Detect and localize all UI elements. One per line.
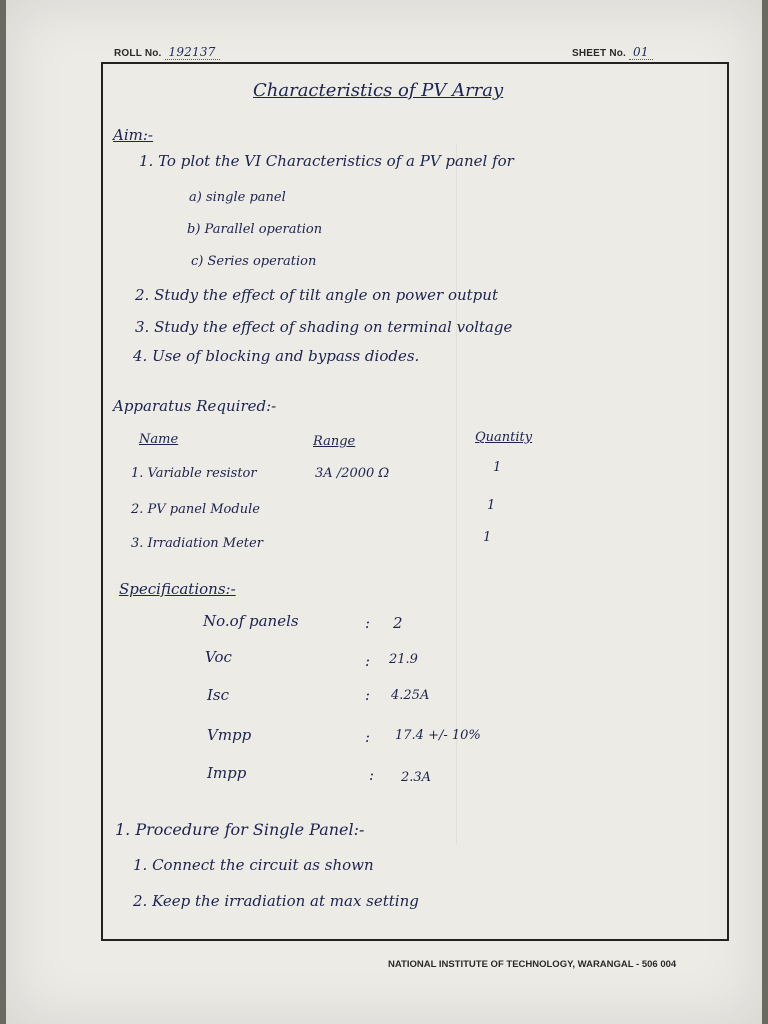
specifications-heading: Specifications:- [119,580,236,598]
spec-value: 2.3A [401,770,432,785]
spec-colon: : [365,614,371,632]
roll-label: ROLL No. [114,48,162,59]
sheet-value: 01 [629,45,653,60]
spec-label: Voc [205,648,232,666]
apparatus-qty: 1 [483,530,492,545]
apparatus-name: 2. PV panel Module [131,502,260,517]
aim-item: a) single panel [189,190,286,205]
procedure-step: 2. Keep the irradiation at max setting [133,892,419,910]
bleed-through [456,144,697,844]
page-title: Characteristics of PV Array [253,80,504,101]
apparatus-heading: Apparatus Required:- [113,397,277,415]
roll-value: 192137 [165,45,220,60]
roll-number [114,45,220,59]
aim-item: 3. Study the effect of shading on terminal voltage [135,318,513,336]
aim-heading: Aim:- [113,126,153,144]
aim-item: 1. To plot the VI Characteristics of a PV panel for [139,152,514,170]
spec-label: Impp [207,764,247,782]
aim-item: c) Series operation [191,254,317,269]
spec-label: No.of panels [203,612,299,630]
spec-value: 21.9 [389,652,418,667]
spec-value: 17.4 +/- 10% [395,728,481,743]
spec-colon: : [365,652,371,670]
aim-item: 4. Use of blocking and bypass diodes. [133,347,420,365]
sheet-label: SHEET No. [572,48,627,59]
spec-value: 4.25A [391,688,430,703]
aim-item: b) Parallel operation [187,222,323,237]
apparatus-qty: 1 [493,460,502,475]
notebook-sheet [6,0,762,1024]
page-frame [101,62,729,941]
apparatus-name: 1. Variable resistor [131,466,257,481]
aim-item: 2. Study the effect of tilt angle on power output [135,286,498,304]
col-range: Range [313,434,356,449]
apparatus-name: 3. Irradiation Meter [131,536,263,551]
spec-value: 2 [393,614,403,632]
spec-colon: : [369,766,375,784]
sheet-number [572,45,653,59]
apparatus-qty: 1 [487,498,496,513]
col-name: Name [139,432,179,447]
spec-label: Isc [207,686,230,704]
spec-colon: : [365,728,371,746]
institution-footer: NATIONAL INSTITUTE OF TECHNOLOGY, WARANGAL - 506 004 [388,959,677,970]
procedure-heading: 1. Procedure for Single Panel:- [115,820,365,839]
procedure-step: 1. Connect the circuit as shown [133,856,374,874]
apparatus-range: 3A /2000 Ω [315,466,390,481]
spec-label: Vmpp [207,726,252,744]
col-quantity: Quantity [475,430,533,445]
spec-colon: : [365,686,371,704]
